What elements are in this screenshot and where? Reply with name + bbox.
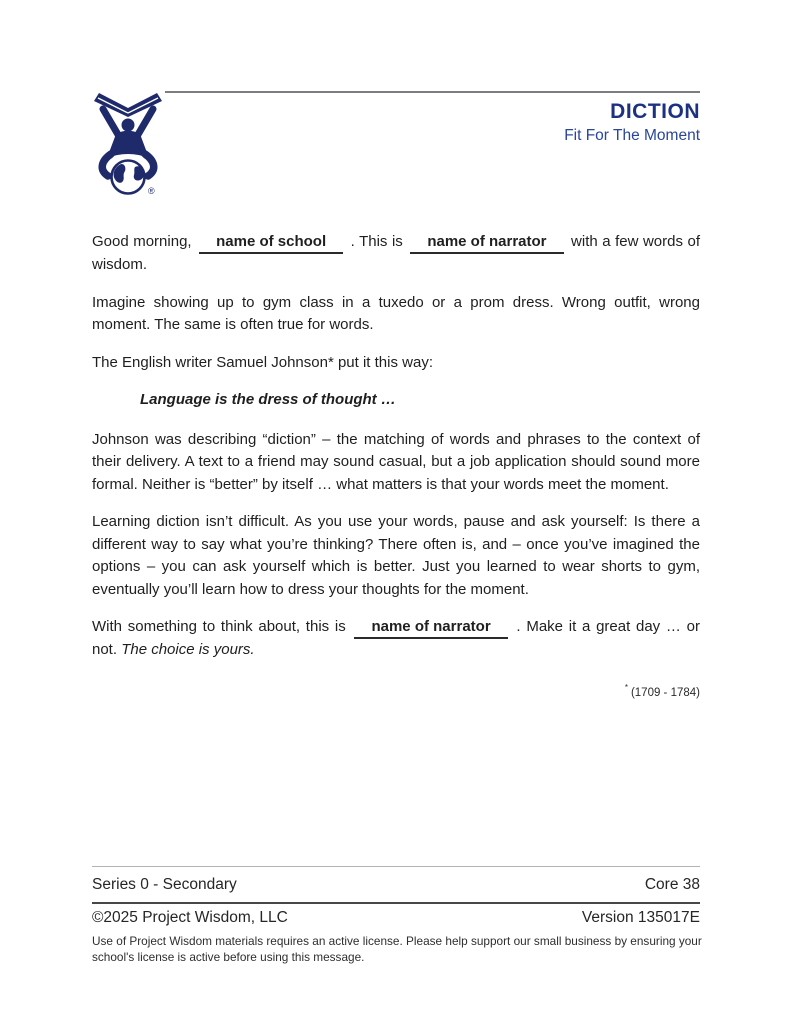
footer-dark-divider xyxy=(92,902,700,904)
closing-post: . Make it a great day … or not. xyxy=(92,618,700,658)
registered-trademark-symbol: ® xyxy=(148,186,155,196)
blank-name-of-narrator-2: name of narrator xyxy=(354,617,507,639)
series-label: Series 0 - Secondary xyxy=(92,876,237,893)
footer-copyright-row xyxy=(92,909,700,927)
footnote-dates: (1709 - 1784) xyxy=(630,686,700,699)
johnson-quote: Language is the dress of thought … xyxy=(140,391,396,408)
copyright-text: ©2025 Project Wisdom, LLC xyxy=(92,909,288,926)
blank-name-of-school: name of school xyxy=(199,232,343,254)
blank-name-of-narrator: name of narrator xyxy=(410,232,563,254)
license-notice: Use of Project Wisdom materials requires an active license. Please help support our small business by ensuring your school's license is active before using this message. xyxy=(92,934,702,964)
greeting-post: with a few words of wisdom. xyxy=(92,233,701,273)
closing-pre: With something to think about, this is xyxy=(92,618,352,635)
footer-series-row xyxy=(92,876,700,894)
paragraph-imagine: Imagine showing up to gym class in a tuxedo or a prom dress. Wrong outfit, wrong moment. The same is often true for words. xyxy=(92,293,700,333)
person-book-globe-icon xyxy=(88,92,168,198)
paragraph-learning-diction: Learning diction isn’t difficult. As you use your words, pause and ask yourself: Is there a different way to say what you’re thinking? There often is, and – once you’ve imagined the options – you can ask yourself which is better. Just you learned to wear shorts to gym, eventually you’ll learn how to dress your thoughts for the moment. xyxy=(92,513,700,598)
closing-italic: The choice is yours. xyxy=(121,641,255,658)
message-body xyxy=(92,231,700,704)
footer-thin-divider xyxy=(92,866,700,867)
closing-paragraph xyxy=(92,616,700,662)
project-wisdom-logo xyxy=(88,92,168,198)
footnote-asterisk: * xyxy=(624,682,628,692)
header-titles xyxy=(564,100,700,148)
greeting-mid: . This is xyxy=(346,233,408,250)
johnson-dates-footnote xyxy=(92,677,700,705)
page-subtitle: Fit For The Moment xyxy=(564,127,700,144)
paragraph-johnson-intro: The English writer Samuel Johnson* put it this way: xyxy=(92,353,433,371)
greeting-paragraph xyxy=(92,231,700,277)
page-title: DICTION xyxy=(610,100,700,123)
header-divider xyxy=(165,91,700,93)
paragraph-diction-definition: Johnson was describing “diction” – the matching of words and phrases to the context of their delivery. A text to a friend may sound casual, but a job application should sound more formal. Neither is “better” by itself … what matters is that your words meet the moment. xyxy=(92,430,700,493)
core-number: Core 38 xyxy=(644,876,700,893)
version-number: Version 135017E xyxy=(581,909,700,926)
greeting-pre: Good morning, xyxy=(92,233,197,250)
